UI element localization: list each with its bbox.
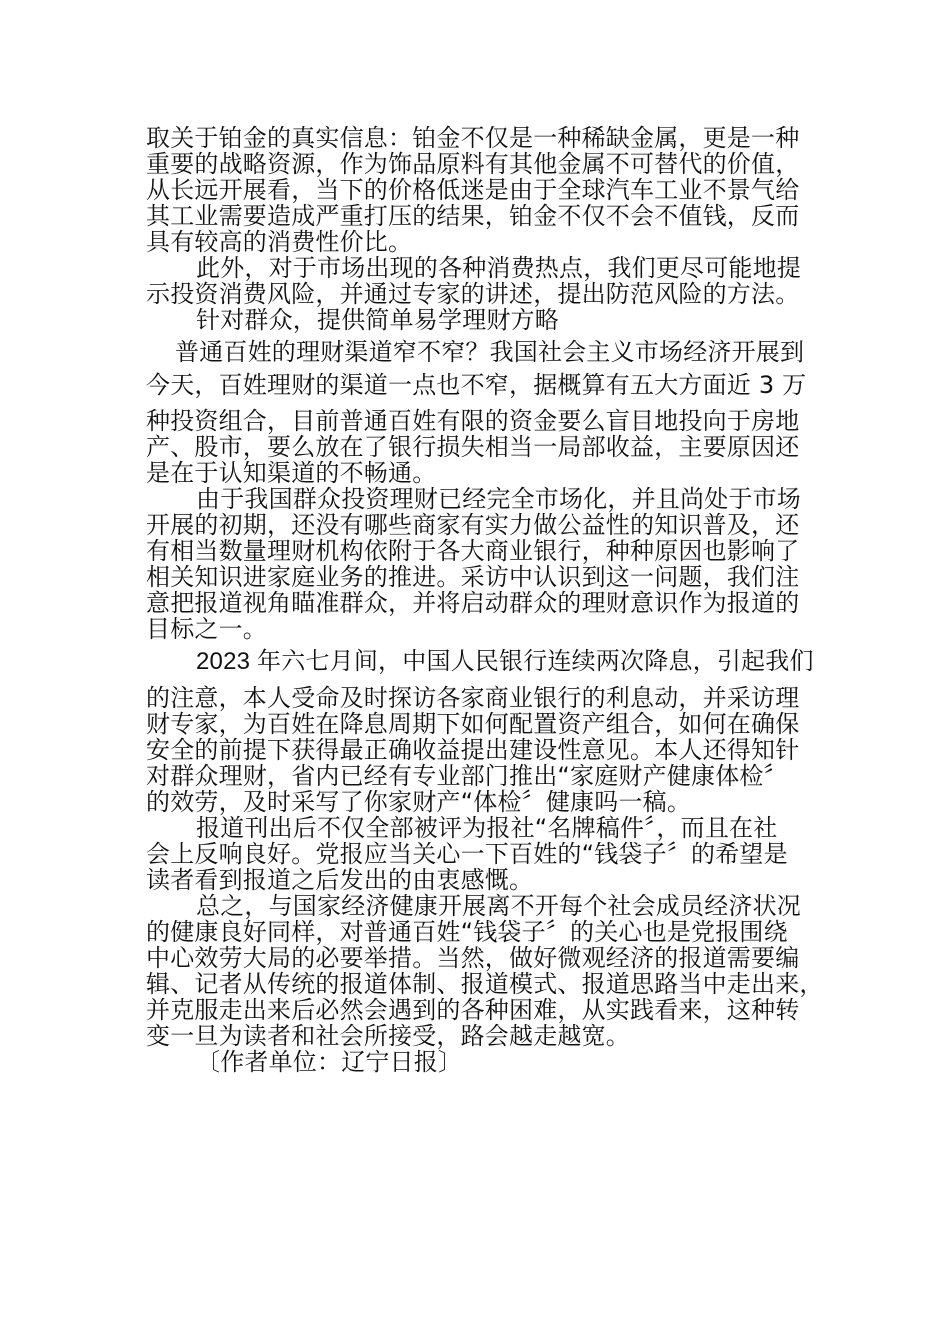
text-line: 意把报道视角瞄准群众，并将启动群众的理财意识作为报道的 [146, 589, 800, 617]
text-line: 安全的前提下获得最正确收益提出建设性意见。本人还得知针 [146, 736, 800, 764]
text-line: 有相当数量理财机构依附于各大商业银行，种种原因也影响了 [146, 537, 800, 565]
text-line: 其工业需要造成严重打压的结果，铂金不仅不会不值钱，反而 [146, 202, 800, 230]
text-line: 取关于铂金的真实信息：铂金不仅是一种稀缺金属，更是一种 [146, 124, 800, 152]
text-line: 重要的战略资源，作为饰品原料有其他金属不可替代的价值， [146, 150, 800, 178]
text-line: 示投资消费风险，并通过专家的讲述，提出防范风险的方法。 [146, 280, 800, 308]
text-line: 种投资组合，目前普通百姓有限的资金要么盲目地投向于房地 [146, 407, 800, 435]
text-line: 产、股市，要么放在了银行损失相当一局部收益，主要原因还 [146, 433, 800, 461]
section-heading: 针对群众，提供简单易学理财方略 [196, 306, 559, 334]
text-line: 报道刊出后不仅全部被评为报社“名牌稿件〞，而且在社 [196, 814, 778, 842]
text-line: 今天，百姓理财的渠道一点也不窄，据概算有五大方面近 3 万 [146, 371, 807, 399]
text-line: 具有较高的消费性价比。 [146, 228, 413, 256]
text-line: 目标之一。 [146, 615, 267, 643]
text-line: 普通百姓的理财渠道窄不窄？我国社会主义市场经济开展到 [175, 338, 805, 366]
text-line: 读者看到报道之后发出的由衷感慨。 [146, 866, 534, 894]
author-affiliation: 〔作者单位：辽宁日报〕 [196, 1048, 463, 1076]
text-line: 的健康良好同样，对普通百姓“钱袋子〞的关心也是党报围绕 [146, 918, 788, 946]
text-line: 从长远开展看，当下的价格低迷是由于全球汽车工业不景气给 [146, 176, 800, 204]
text-line: 2023 年六七月间，中国人民银行连续两次降息，引起我们 [196, 648, 814, 675]
text-line: 变一旦为读者和社会所接受，路会越走越宽。 [146, 1022, 630, 1050]
text-line: 相关知识进家庭业务的推进。采访中认识到这一问题，我们注 [146, 563, 800, 591]
text-line: 财专家，为百姓在降息周期下如何配置资产组合，如何在确保 [146, 710, 800, 738]
text-line: 会上反响良好。党报应当关心一下百姓的“钱袋子〞的希望是 [146, 840, 788, 868]
text-line: 由于我国群众投资理财已经完全市场化，并且尚处于市场 [196, 485, 801, 513]
text-line: 此外，对于市场出现的各种消费热点，我们更尽可能地提 [196, 254, 801, 282]
text-line: 中心效劳大局的必要举措。当然，做好微观经济的报道需要编 [146, 944, 800, 972]
text-line: 开展的初期，还没有哪些商家有实力做公益性的知识普及，还 [146, 511, 800, 539]
text-line: 总之，与国家经济健康开展离不开每个社会成员经济状况 [196, 892, 801, 920]
text-line: 的效劳，及时采写了你家财产“体检〞健康吗一稿。 [146, 788, 692, 816]
text-line: 的注意，本人受命及时探访各家商业银行的利息动，并采访理 [146, 684, 800, 712]
text-line: 对群众理财，省内已经有专业部门推出“家庭财产健康体检〞 [146, 762, 788, 790]
text-line: 是在于认知渠道的不畅通。 [146, 459, 437, 487]
text-line: 辑、记者从传统的报道体制、报道模式、报道思路当中走出来， [146, 970, 824, 998]
text-line: 并克服走出来后必然会遇到的各种困难，从实践看来，这种转 [146, 996, 800, 1024]
